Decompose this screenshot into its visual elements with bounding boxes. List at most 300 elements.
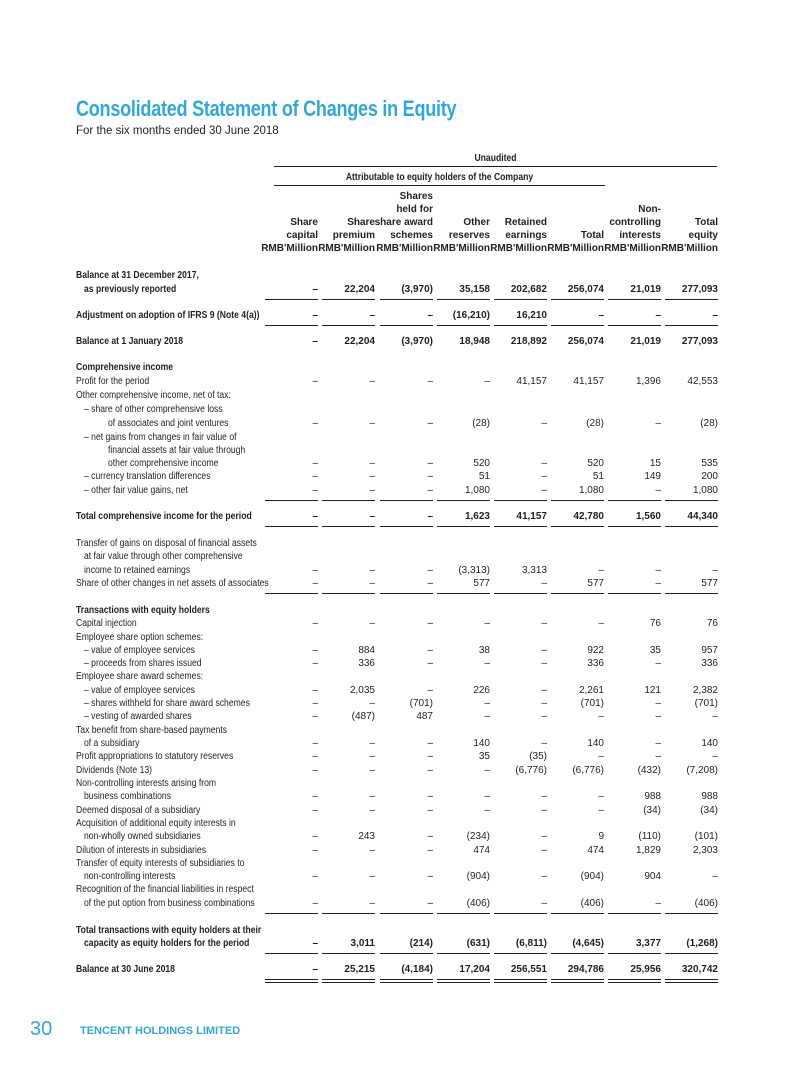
- table-cell: –: [312, 618, 318, 629]
- table-row: [76, 685, 718, 697]
- subtotal-rule: [494, 593, 547, 594]
- table-cell: –: [427, 458, 433, 469]
- subtotal-rule: [665, 526, 718, 527]
- subtotal-rule: [665, 500, 718, 501]
- subtotal-rule: [608, 593, 661, 594]
- subtotal-rule: [551, 299, 604, 300]
- row-label: financial assets at fair value through: [108, 445, 246, 456]
- table-cell: (101): [694, 831, 718, 842]
- table-cell: –: [369, 565, 375, 576]
- table-cell: –: [369, 738, 375, 749]
- table-row: [76, 458, 718, 470]
- table-cell: –: [312, 765, 318, 776]
- table-row: [76, 404, 718, 416]
- subtotal-rule: [494, 500, 547, 501]
- table-cell: –: [312, 751, 318, 762]
- table-row: [76, 376, 718, 388]
- row-label: Employee share award schemes:: [76, 671, 204, 682]
- table-cell: 42,553: [687, 376, 718, 387]
- table-cell: 22,204: [344, 336, 375, 347]
- table-cell: 1,080: [464, 485, 490, 496]
- table-cell: –: [541, 685, 547, 696]
- table-cell: –: [541, 418, 547, 429]
- table-cell: –: [541, 485, 547, 496]
- table-cell: 25,215: [344, 964, 375, 975]
- subtotal-rule: [437, 500, 490, 501]
- table-row: [76, 485, 718, 497]
- table-cell: 38: [478, 645, 490, 656]
- table-cell: 336: [587, 658, 604, 669]
- row-label: Acquisition of additional equity interests in: [76, 818, 236, 829]
- row-label: of a subsidiary: [84, 738, 140, 749]
- table-cell: –: [655, 565, 661, 576]
- table-cell: –: [369, 310, 375, 321]
- table-cell: (4,645): [572, 938, 604, 949]
- subtotal-rule: [437, 325, 490, 326]
- table-cell: 1,623: [464, 511, 490, 522]
- table-cell: –: [369, 805, 375, 816]
- table-cell: (406): [694, 898, 718, 909]
- table-cell: –: [655, 711, 661, 722]
- table-row: [76, 845, 718, 857]
- table-cell: –: [312, 471, 318, 482]
- subtotal-rule: [380, 593, 433, 594]
- table-cell: –: [598, 711, 604, 722]
- table-cell: 277,093: [681, 336, 718, 347]
- table-cell: –: [312, 711, 318, 722]
- table-cell: (7,208): [686, 765, 718, 776]
- table-cell: –: [541, 805, 547, 816]
- table-cell: –: [655, 751, 661, 762]
- table-cell: –: [541, 898, 547, 909]
- table-cell: –: [369, 376, 375, 387]
- double-underline: [665, 979, 718, 983]
- double-underline: [380, 979, 433, 983]
- table-cell: 121: [644, 685, 661, 696]
- table-cell: 988: [644, 791, 661, 802]
- table-cell: –: [655, 658, 661, 669]
- table-cell: –: [712, 751, 718, 762]
- row-label: Capital injection: [76, 618, 137, 629]
- subtotal-rule: [437, 953, 490, 954]
- table-cell: –: [427, 418, 433, 429]
- table-cell: –: [541, 871, 547, 882]
- table-cell: 1,396: [635, 376, 661, 387]
- page-subtitle: For the six months ended 30 June 2018: [76, 125, 279, 137]
- column-header: Share premium RMB'Million: [318, 217, 375, 254]
- table-cell: –: [312, 964, 318, 975]
- table-row: [76, 270, 718, 282]
- table-cell: –: [312, 845, 318, 856]
- table-cell: –: [369, 618, 375, 629]
- table-cell: –: [312, 645, 318, 656]
- table-row: [76, 432, 718, 444]
- subtotal-rule: [322, 913, 375, 914]
- table-cell: 884: [358, 645, 375, 656]
- table-cell: –: [541, 831, 547, 842]
- table-cell: 1,829: [635, 845, 661, 856]
- table-cell: 520: [473, 458, 490, 469]
- row-label: business combinations: [84, 791, 172, 802]
- table-cell: 3,011: [350, 938, 375, 949]
- page-title: Consolidated Statement of Changes in Equity: [76, 96, 457, 121]
- table-row: [76, 778, 718, 790]
- table-cell: (3,313): [458, 565, 490, 576]
- table-cell: –: [427, 898, 433, 909]
- table-cell: –: [541, 738, 547, 749]
- row-label: Transactions with equity holders: [76, 605, 210, 616]
- subtotal-rule: [608, 913, 661, 914]
- table-row: [76, 605, 718, 617]
- table-cell: (34): [700, 805, 718, 816]
- table-cell: –: [427, 511, 433, 522]
- table-cell: –: [369, 511, 375, 522]
- subtotal-rule: [494, 526, 547, 527]
- table-cell: –: [541, 711, 547, 722]
- table-row: [76, 310, 718, 322]
- row-label: – shares withheld for share award schemes: [84, 698, 250, 709]
- table-cell: –: [712, 310, 718, 321]
- table-row: [76, 565, 718, 577]
- table-row: [76, 698, 718, 710]
- table-row: [76, 751, 718, 763]
- table-cell: 487: [416, 711, 433, 722]
- table-cell: 2,261: [578, 685, 604, 696]
- table-cell: –: [312, 485, 318, 496]
- row-label: – other fair value gains, net: [84, 485, 188, 496]
- table-cell: –: [427, 845, 433, 856]
- table-cell: –: [598, 791, 604, 802]
- table-row: [76, 336, 718, 348]
- double-underline: [551, 979, 604, 983]
- subtotal-rule: [322, 500, 375, 501]
- attributable-header: Attributable to equity holders of the Company: [345, 172, 534, 183]
- table-cell: –: [427, 645, 433, 656]
- table-cell: –: [369, 751, 375, 762]
- subtotal-rule: [494, 953, 547, 954]
- table-cell: 140: [701, 738, 718, 749]
- subtotal-rule: [322, 593, 375, 594]
- subtotal-rule: [551, 500, 604, 501]
- table-row: [76, 658, 718, 670]
- table-cell: 18,948: [459, 336, 490, 347]
- column-header: Other reserves RMB'Million: [433, 217, 490, 254]
- row-label: as previously reported: [84, 284, 177, 295]
- table-cell: (34): [643, 805, 661, 816]
- table-cell: –: [427, 376, 433, 387]
- table-cell: –: [541, 618, 547, 629]
- subtotal-rule: [608, 299, 661, 300]
- table-cell: –: [312, 871, 318, 882]
- table-cell: –: [312, 898, 318, 909]
- row-label: – vesting of awarded shares: [84, 711, 192, 722]
- table-row: [76, 805, 718, 817]
- table-cell: –: [369, 845, 375, 856]
- table-cell: (904): [466, 871, 490, 882]
- table-cell: –: [312, 565, 318, 576]
- table-cell: 2,382: [692, 685, 718, 696]
- table-cell: –: [427, 471, 433, 482]
- table-cell: 35: [649, 645, 661, 656]
- table-cell: 2,303: [692, 845, 718, 856]
- table-cell: –: [369, 458, 375, 469]
- table-cell: –: [427, 565, 433, 576]
- table-cell: 577: [701, 578, 718, 589]
- subtotal-rule: [380, 299, 433, 300]
- table-row: [76, 618, 718, 630]
- row-label: Tax benefit from share-based payments: [76, 725, 228, 736]
- table-cell: –: [312, 685, 318, 696]
- table-cell: 1,560: [635, 511, 661, 522]
- table-cell: 41,157: [516, 511, 547, 522]
- table-row: [76, 284, 718, 296]
- table-cell: 25,956: [630, 964, 661, 975]
- table-cell: 140: [587, 738, 604, 749]
- subtotal-rule: [551, 593, 604, 594]
- row-label: Profit for the period: [76, 376, 150, 387]
- table-row: [76, 711, 718, 723]
- table-cell: 149: [644, 471, 661, 482]
- table-cell: 256,074: [567, 284, 604, 295]
- table-row: [76, 738, 718, 750]
- table-cell: –: [312, 738, 318, 749]
- subtotal-rule: [551, 325, 604, 326]
- table-cell: 922: [587, 645, 604, 656]
- table-cell: –: [427, 310, 433, 321]
- table-cell: –: [427, 831, 433, 842]
- row-label: of associates and joint ventures: [108, 418, 229, 429]
- table-cell: 3,377: [635, 938, 661, 949]
- table-row: [76, 418, 718, 430]
- table-cell: 256,551: [510, 964, 547, 975]
- table-cell: –: [484, 698, 490, 709]
- subtotal-rule: [380, 325, 433, 326]
- table-row: [76, 871, 718, 883]
- table-cell: –: [541, 698, 547, 709]
- table-row: [76, 925, 718, 937]
- table-cell: (487): [351, 711, 375, 722]
- table-cell: 988: [701, 791, 718, 802]
- column-header: Share capital RMB'Million: [261, 217, 318, 254]
- table-row: [76, 858, 718, 870]
- row-label: – net gains from changes in fair value of: [84, 432, 237, 443]
- table-cell: –: [598, 618, 604, 629]
- table-cell: –: [712, 871, 718, 882]
- subtotal-rule: [665, 325, 718, 326]
- double-underline: [608, 979, 661, 983]
- table-cell: 474: [473, 845, 490, 856]
- row-label: Dividends (Note 13): [76, 765, 153, 776]
- table-cell: 9: [598, 831, 604, 842]
- table-cell: 41,157: [516, 376, 547, 387]
- table-cell: –: [655, 485, 661, 496]
- table-row: [76, 471, 718, 483]
- table-cell: 76: [706, 618, 718, 629]
- column-header: Total RMB'Million: [547, 230, 604, 254]
- table-row: [76, 884, 718, 896]
- table-cell: 21,019: [630, 336, 661, 347]
- table-cell: 256,074: [567, 336, 604, 347]
- table-cell: –: [312, 805, 318, 816]
- row-label: Balance at 31 December 2017,: [76, 270, 199, 281]
- row-label: Transfer of equity interests of subsidiaries to: [76, 858, 245, 869]
- table-cell: –: [484, 618, 490, 629]
- table-cell: (406): [466, 898, 490, 909]
- table-cell: 35: [478, 751, 490, 762]
- table-cell: –: [312, 458, 318, 469]
- table-cell: –: [427, 685, 433, 696]
- double-underline: [265, 979, 318, 983]
- subtotal-rule: [380, 500, 433, 501]
- subtotal-rule: [380, 913, 433, 914]
- table-cell: –: [541, 458, 547, 469]
- table-cell: –: [369, 791, 375, 802]
- table-cell: –: [541, 578, 547, 589]
- table-cell: –: [541, 471, 547, 482]
- table-cell: 21,019: [630, 284, 661, 295]
- table-row: [76, 362, 718, 374]
- table-row: [76, 445, 718, 457]
- subtotal-rule: [322, 526, 375, 527]
- row-label: – proceeds from shares issued: [84, 658, 202, 669]
- unaudited-header: Unaudited: [474, 153, 517, 164]
- table-cell: 904: [644, 871, 661, 882]
- table-cell: –: [598, 310, 604, 321]
- table-cell: –: [427, 485, 433, 496]
- table-cell: –: [369, 898, 375, 909]
- row-label: Employee share option schemes:: [76, 632, 204, 643]
- table-cell: (28): [700, 418, 718, 429]
- table-cell: 15: [649, 458, 661, 469]
- table-cell: 577: [473, 578, 490, 589]
- row-label: Dilution of interests in subsidiaries: [76, 845, 207, 856]
- subtotal-rule: [265, 953, 318, 954]
- table-row: [76, 765, 718, 777]
- table-cell: (4,184): [401, 964, 433, 975]
- table-cell: 520: [587, 458, 604, 469]
- page-number: 30: [30, 1018, 53, 1040]
- subtotal-rule: [608, 325, 661, 326]
- subtotal-rule: [494, 913, 547, 914]
- row-label: other comprehensive income: [108, 458, 219, 469]
- table-cell: –: [312, 938, 318, 949]
- table-cell: 44,340: [687, 511, 718, 522]
- table-cell: –: [427, 751, 433, 762]
- table-cell: (6,776): [515, 765, 547, 776]
- row-label: Deemed disposal of a subsidiary: [76, 805, 201, 816]
- table-cell: –: [598, 805, 604, 816]
- row-label: Comprehensive income: [76, 362, 174, 373]
- table-cell: –: [541, 658, 547, 669]
- row-label: Balance at 30 June 2018: [76, 964, 175, 975]
- table-cell: (35): [529, 751, 547, 762]
- row-label: Profit appropriations to statutory reserves: [76, 751, 234, 762]
- subtotal-rule: [665, 299, 718, 300]
- table-cell: –: [312, 831, 318, 842]
- table-cell: –: [369, 418, 375, 429]
- table-cell: 16,210: [516, 310, 547, 321]
- subtotal-rule: [265, 913, 318, 914]
- subtotal-rule: [437, 526, 490, 527]
- table-cell: –: [712, 565, 718, 576]
- subtotal-rule: [608, 526, 661, 527]
- table-cell: 2,035: [349, 685, 375, 696]
- table-cell: –: [484, 658, 490, 669]
- table-cell: 577: [587, 578, 604, 589]
- table-cell: –: [312, 376, 318, 387]
- table-cell: (432): [637, 765, 661, 776]
- table-cell: (701): [694, 698, 718, 709]
- table-cell: –: [312, 578, 318, 589]
- table-cell: 957: [701, 645, 718, 656]
- table-cell: (904): [580, 871, 604, 882]
- subtotal-rule: [380, 953, 433, 954]
- table-cell: –: [655, 578, 661, 589]
- table-cell: 474: [587, 845, 604, 856]
- subtotal-rule: [437, 913, 490, 914]
- column-header: Retained earnings RMB'Million: [490, 217, 547, 254]
- table-cell: (6,776): [572, 765, 604, 776]
- table-cell: (406): [580, 898, 604, 909]
- table-cell: –: [655, 738, 661, 749]
- table-row: [76, 551, 718, 563]
- double-underline: [322, 979, 375, 983]
- subtotal-rule: [494, 325, 547, 326]
- column-header: Non- controlling interests RMB'Million: [604, 204, 661, 254]
- table-cell: –: [427, 658, 433, 669]
- table-cell: 243: [358, 831, 375, 842]
- table-row: [76, 938, 718, 950]
- table-row: [76, 632, 718, 644]
- table-cell: (234): [466, 831, 490, 842]
- table-cell: (28): [472, 418, 490, 429]
- subtotal-rule: [322, 299, 375, 300]
- row-label: Total transactions with equity holders at their: [76, 925, 262, 936]
- unaudited-rule: [274, 166, 717, 167]
- table-cell: –: [598, 565, 604, 576]
- table-cell: 535: [701, 458, 718, 469]
- company-name: TENCENT HOLDINGS LIMITED: [80, 1025, 241, 1037]
- table-cell: –: [312, 284, 318, 295]
- column-header: Total equity RMB'Million: [661, 217, 718, 254]
- table-row: [76, 831, 718, 843]
- subtotal-rule: [551, 526, 604, 527]
- table-row: [76, 390, 718, 402]
- row-label: Adjustment on adoption of IFRS 9 (Note 4(a)): [76, 310, 260, 321]
- table-row: [76, 511, 718, 523]
- row-label: – value of employee services: [84, 685, 195, 696]
- table-cell: –: [484, 376, 490, 387]
- table-cell: –: [541, 645, 547, 656]
- subtotal-rule: [322, 953, 375, 954]
- table-cell: 35,158: [459, 284, 490, 295]
- subtotal-rule: [665, 593, 718, 594]
- table-row: [76, 791, 718, 803]
- table-cell: –: [312, 511, 318, 522]
- table-cell: 3,313: [521, 565, 547, 576]
- table-cell: –: [427, 805, 433, 816]
- table-cell: 336: [701, 658, 718, 669]
- subtotal-rule: [437, 299, 490, 300]
- table-cell: 320,742: [681, 964, 718, 975]
- table-cell: –: [312, 310, 318, 321]
- row-label: capacity as equity holders for the period: [84, 938, 250, 949]
- table-cell: –: [598, 751, 604, 762]
- row-label: Recognition of the financial liabilities in respect: [76, 884, 254, 895]
- table-row: [76, 898, 718, 910]
- table-cell: 51: [592, 471, 604, 482]
- row-label: – value of employee services: [84, 645, 195, 656]
